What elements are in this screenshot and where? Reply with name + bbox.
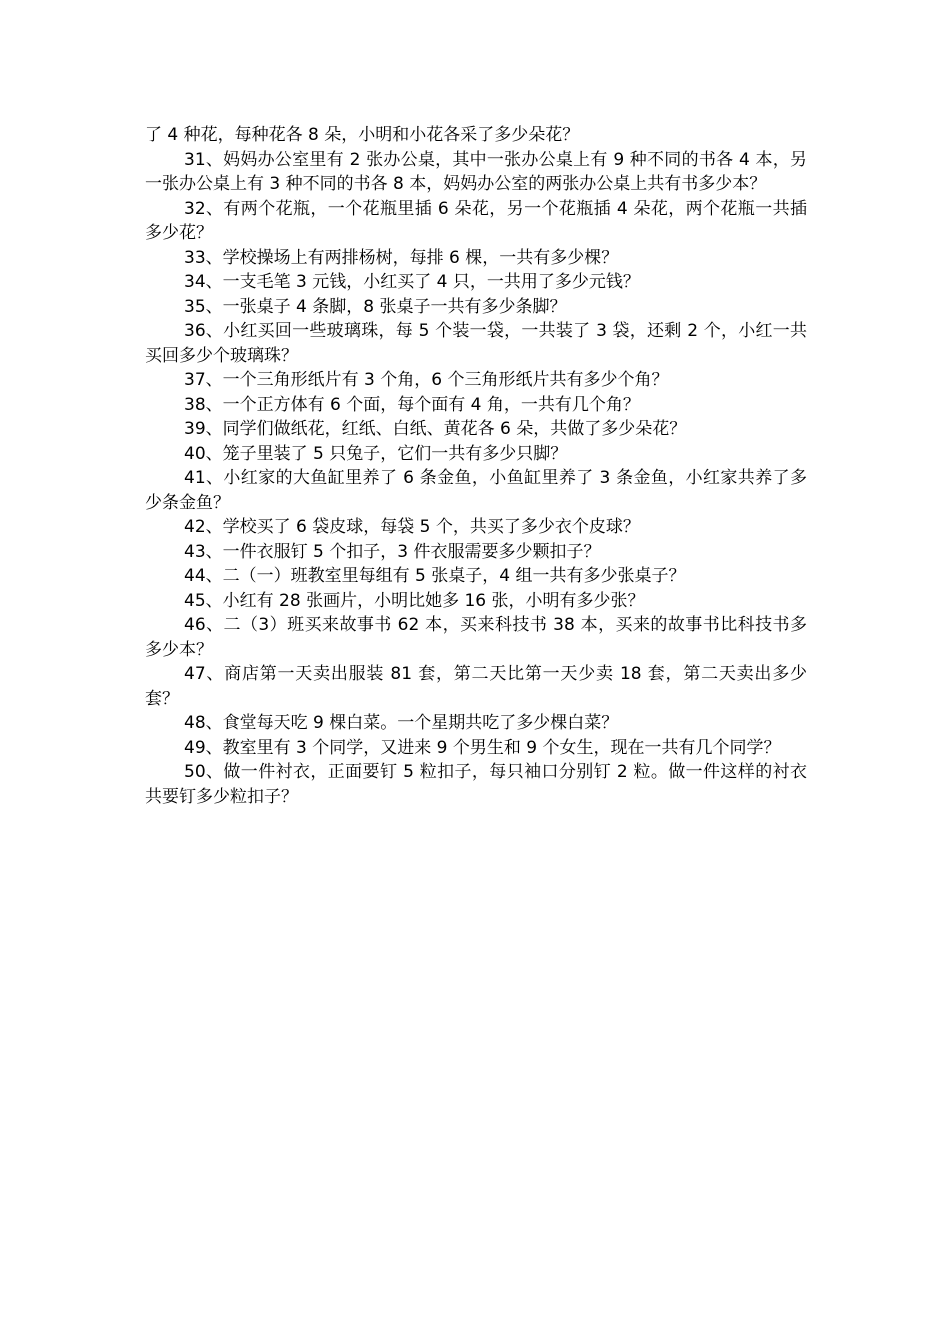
problem-39: 39、同学们做纸花，红纸、白纸、黄花各 6 朵，共做了多少朵花？ bbox=[184, 419, 687, 439]
problem-43: 43、一件衣服钉 5 个扣子，3 件衣服需要多少颗扣子？ bbox=[184, 541, 601, 562]
problem-37: 37、一个三角形纸片有 3 个角，6 个三角形纸片共有多少个角？ bbox=[184, 370, 669, 390]
problem-49: 49、教室里有 3 个同学，又进来 9 个男生和 9 个女生，现在一共有几个同学？ bbox=[184, 737, 781, 758]
document-page bbox=[145, 123, 807, 809]
problem-36: 36、小红买回一些玻璃珠，每 5 个装一袋，一共装了 3 袋，还剩 2 个，小红一共买回多少个玻璃珠？ bbox=[145, 321, 807, 366]
problem-48: 48、食堂每天吃 9 棵白菜。一个星期共吃了多少棵白菜？ bbox=[184, 713, 619, 733]
problem-34: 34、一支毛笔 3 元钱，小红买了 4 只，一共用了多少元钱？ bbox=[184, 272, 640, 292]
problem-46: 46、二（3）班买来故事书 62 本，买来科技书 38 本，买来的故事书比科技书多多少本？ bbox=[145, 615, 807, 660]
problem-41: 41、小红家的大鱼缸里养了 6 条金鱼，小鱼缸里养了 3 条金鱼，小红家共养了多少条金鱼？ bbox=[145, 468, 807, 513]
problem-35: 35、一张桌子 4 条脚，8 张桌子一共有多少条脚？ bbox=[184, 296, 567, 317]
problem-38: 38、一个正方体有 6 个面，每个面有 4 角，一共有几个角？ bbox=[184, 394, 640, 415]
problem-31: 31、妈妈办公室里有 2 张办公桌，其中一张办公桌上有 9 种不同的书各 4 本，另一张办公桌上有 3 种不同的书各 8 本，妈妈办公室的两张办公桌上共有书多少本？ bbox=[145, 149, 807, 194]
problem-continuation: 了 4 种花，每种花各 8 朵，小明和小花各采了多少朵花？ bbox=[145, 125, 580, 145]
problem-33: 33、学校操场上有两排杨树，每排 6 棵，一共有多少棵？ bbox=[184, 247, 619, 268]
problem-44: 44、二（一）班教室里每组有 5 张桌子，4 组一共有多少张桌子？ bbox=[184, 566, 686, 586]
problem-32: 32、有两个花瓶，一个花瓶里插 6 朵花，另一个花瓶插 4 朵花，两个花瓶一共插多少花？ bbox=[145, 198, 807, 243]
problem-47: 47、商店第一天卖出服装 81 套，第二天比第一天少卖 18 套，第二天卖出多少套？ bbox=[145, 664, 807, 709]
problem-40: 40、笼子里装了 5 只兔子，它们一共有多少只脚？ bbox=[184, 443, 568, 464]
problem-45: 45、小红有 28 张画片，小明比她多 16 张，小明有多少张？ bbox=[184, 590, 645, 611]
problem-50: 50、做一件衬衣，正面要钉 5 粒扣子，每只袖口分别钉 2 粒。做一件这样的衬衣共要钉多少粒扣子？ bbox=[145, 762, 807, 807]
problem-42: 42、学校买了 6 袋皮球，每袋 5 个，共买了多少衣个皮球？ bbox=[184, 517, 640, 537]
